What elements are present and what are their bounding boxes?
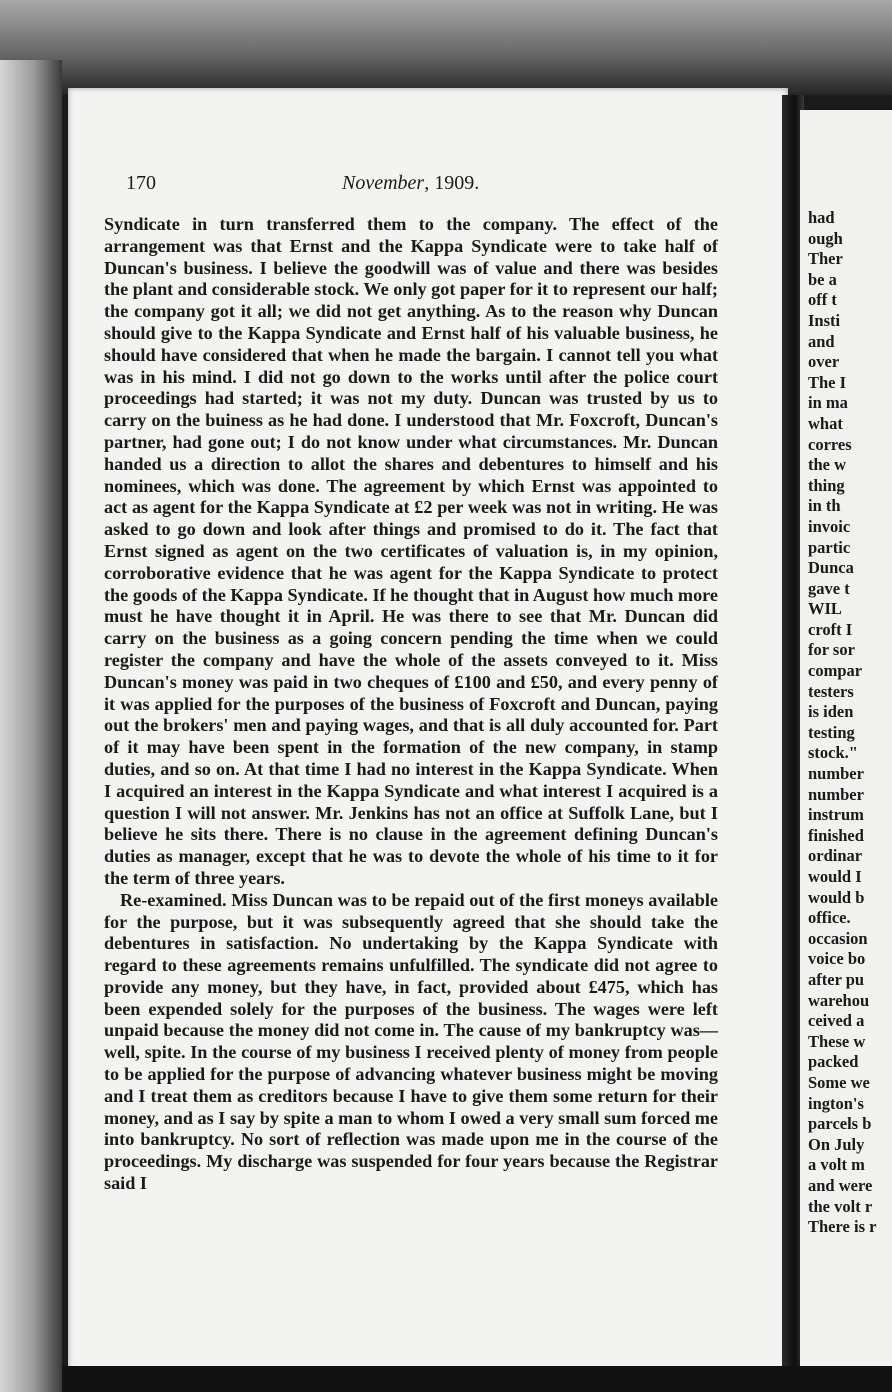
right-page-line: the w	[808, 455, 847, 475]
right-page-line: gave t	[808, 578, 850, 598]
right-page-line: thing	[808, 475, 845, 495]
scan-background-bottom	[62, 1366, 892, 1392]
right-page-line: packed	[808, 1052, 859, 1072]
right-page-line: is iden	[808, 702, 854, 722]
right-page-line: corres	[808, 434, 852, 454]
right-page-line: would I	[808, 867, 862, 886]
right-page-line: number	[808, 764, 864, 784]
right-page-line: finished	[808, 825, 864, 845]
right-page-line: Dunca	[808, 558, 854, 578]
page-number: 170	[126, 172, 156, 194]
right-page-line: Some we	[808, 1072, 870, 1092]
right-page-line: in th	[808, 496, 841, 516]
running-title-year: , 1909.	[424, 172, 480, 194]
right-page-line: croft I	[808, 619, 853, 639]
right-page-line: ceived a	[808, 1011, 865, 1031]
right-page-line: off t	[808, 290, 837, 310]
scan-background-left	[0, 60, 62, 1392]
paragraph-re-examined: Re-examined. Miss Duncan was to be repaid out of the first moneys available for the purpose, but it was subsequently agreed that she should take the debentures in satisfaction. No undertaking by the Kappa Syndicate with regard to these agreements remains unfulfilled. The syndicate did not agree to provide any money, but they have, in fact, provided about £475, which has been expended solely for the purposes of the business. The wages were left unpaid because the money did not come in. The cause of my bankruptcy was—well, spite. In the course of my business I received plenty of money from people to be applied for the purpose of advancing whatever business might be moving and I treat them as creditors because I have to give them some return for their money, and as I say by spite a man to whom I owed a very small sum forced me into bankruptcy. No sort of reflection was made upon me in the course of the proceedings. My discharge was suspended for four years because the Registrar said I	[104, 889, 718, 1194]
right-page-line: These w	[808, 1031, 866, 1051]
right-page-line: in ma	[808, 393, 848, 413]
right-page-line: WIL	[808, 599, 842, 619]
right-page-line: testing	[808, 722, 855, 742]
right-page-line: testers	[808, 681, 854, 701]
right-page-text	[808, 208, 892, 1238]
right-page-line: warehou	[808, 990, 870, 1010]
paragraph-cross-examination: Syndicate in turn transferred them to the company. The effect of the arrangement was that Ernst and the Kappa Syndicate were to take half of Duncan's business. I believe the goodwill was of value and there was besides the plant and considerable stock. We only got paper for it to represent our half; the company got it all; we did not get anything. As to the reason why Duncan should give to the Kappa Syndicate and Ernst half of his valuable business, he should have considered that when he made the bargain. I cannot tell you what was in his mind. I did not go down to the works until after the police court proceedings had started; it was not my duty. Duncan was trusted by us to carry on the buiness as he had done. I understood that Mr. Foxcroft, Duncan's partner, had gone out; I do not know under what circumstances. Mr. Duncan handed us a direction to allot the shares and debentures to himself and his nominees, which was done. The agreement by which Ernst was appointed to act as agent for the Kappa Syndicate at £2 per week was not in writing. He was asked to go down and look after things and promised to do it. The fact that Ernst signed as agent on the two certificates of valuation is, in my opinion, corroborative evidence that he was agent for the Kappa Syndicate to protect the goods of the Kappa Syndicate. If he thought that in August how much more must he have thought it in April. He was there to see that Mr. Duncan did carry on the business as a going concern pending the time when we could register the company and have the whole of the assets conveyed to it. Miss Duncan's money was paid in two cheques of £100 and £50, and every penny of it was applied for the purposes of the business of Foxcroft and Duncan, paying out the brokers' men and paying wages, and that is all duly accounted for. Part of it may have been spent in the formation of the new company, in stamp duties, and so on. At that time I had no interest in the Kappa Syndicate. When I acquired an interest in the Kappa Syndicate and what interest I acquired is a question I will not answer. Mr. Jenkins has not an office at Suffolk Lane, but I believe he sits there. There is no clause in the agreement defining Duncan's duties as manager, except that he was to devote the whole of his time to it for the term of three years.	[104, 214, 718, 888]
right-page-line: a volt m	[808, 1155, 865, 1175]
right-page-line: Insti	[808, 310, 841, 330]
right-page-fragment	[800, 110, 892, 1392]
right-page-line: The I	[808, 372, 847, 392]
right-page-line: and	[808, 331, 835, 351]
right-page-line: and were	[808, 1175, 873, 1195]
right-page-line: There is r	[808, 1217, 877, 1237]
right-page-line: had	[808, 208, 835, 227]
right-page-line: stock."	[808, 743, 858, 763]
right-page-line: ordinar	[808, 846, 863, 866]
right-page-line: what	[808, 413, 843, 433]
right-page-line: voice bo	[808, 949, 866, 969]
right-page-line: number	[808, 784, 864, 804]
right-page-line: compar	[808, 661, 863, 681]
right-page-line: ington's	[808, 1093, 864, 1113]
right-page-line: partic	[808, 537, 851, 557]
right-page-line: Ther	[808, 249, 843, 269]
right-page-line: ough	[808, 228, 843, 248]
right-page-line: instrum	[808, 805, 864, 825]
page-header	[126, 172, 726, 200]
running-title	[342, 172, 479, 195]
scan-background-top	[0, 0, 892, 95]
right-page-line: be a	[808, 269, 837, 289]
right-page-line: parcels b	[808, 1114, 872, 1134]
right-page-line: On July	[808, 1134, 865, 1154]
right-page-line: for sor	[808, 640, 855, 660]
right-page-line: occasion	[808, 928, 868, 948]
right-page-line: invoic	[808, 516, 851, 536]
running-title-month: November	[342, 172, 425, 194]
right-page-line: would b	[808, 887, 865, 907]
right-page-line: the volt r	[808, 1196, 873, 1216]
right-page-line: office.	[808, 908, 851, 928]
right-page-line: over	[808, 352, 840, 372]
right-page-line: after pu	[808, 969, 865, 989]
body-text	[104, 214, 718, 1195]
